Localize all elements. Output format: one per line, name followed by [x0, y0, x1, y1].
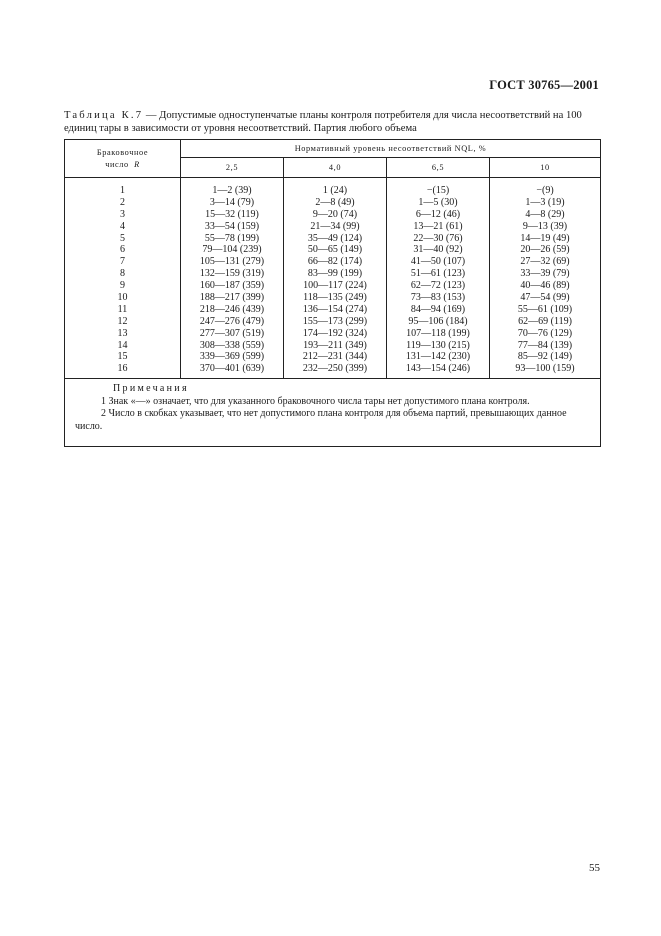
reject-number-value: 16: [117, 363, 128, 375]
plan-value: 70—76 (129): [517, 327, 573, 339]
row-header-line1: Браковочное: [96, 147, 149, 157]
plan-value: 9—20 (74): [312, 208, 358, 220]
plan-value: 4—8 (29): [525, 208, 565, 220]
standard-header: ГОСТ 30765—2001: [489, 78, 599, 92]
note-item: 2 Число в скобках указывает, что нет допустимого плана контроля для объема партий, превышающих данное число.: [75, 408, 567, 433]
plan-value: 35—49 (124): [307, 232, 363, 244]
plan-value: 93—100 (159): [515, 363, 575, 375]
plan-value: 277—307 (519): [199, 327, 265, 339]
plan-value: 143—154 (246): [405, 363, 471, 375]
reject-number-value: 15: [117, 351, 128, 363]
plan-value: 77—84 (139): [517, 339, 573, 351]
reject-number-value: 2: [120, 196, 125, 208]
plan-value: 41—50 (107): [410, 256, 466, 268]
reject-number-value: 14: [117, 339, 128, 351]
plan-value: 1 (24): [322, 185, 348, 196]
plan-value: 62—72 (123): [410, 280, 466, 292]
reject-number-value: 6: [120, 244, 125, 256]
notes-title: Примечания: [113, 383, 189, 395]
plan-value: 55—61 (109): [517, 303, 573, 315]
plan-value: 47—54 (99): [520, 292, 570, 304]
row-header-line2: число: [105, 159, 129, 169]
plan-value: 55—78 (199): [204, 232, 260, 244]
plan-value: 100—117 (224): [303, 280, 367, 292]
plan-value: 232—250 (399): [302, 363, 368, 375]
plan-value: 107—118 (199): [406, 327, 470, 339]
plan-value: 27—32 (69): [520, 256, 570, 268]
plan-value: 14—19 (49): [520, 232, 570, 244]
reject-number-value: 7: [120, 256, 125, 268]
plan-value: 339—369 (599): [199, 351, 265, 363]
plan-value: 85—92 (149): [517, 351, 573, 363]
plan-value: 9—13 (39): [522, 220, 568, 232]
plan-value: 13—21 (61): [413, 220, 463, 232]
level-header: 2,5: [181, 158, 284, 178]
reject-number-column: [65, 178, 181, 379]
reject-number-value: 4: [120, 220, 125, 232]
nql-2-5-column: [181, 178, 284, 379]
plan-value: 15—32 (119): [205, 208, 259, 220]
plan-value: 33—54 (159): [204, 220, 260, 232]
plan-value: 66—82 (174): [307, 256, 363, 268]
nql-4-0-column: [284, 178, 387, 379]
reject-number-value: 10: [117, 292, 128, 304]
plan-value: 193—211 (349): [303, 339, 367, 351]
plan-value: 188—217 (399): [199, 292, 265, 304]
plan-value: 1—5 (30): [418, 196, 458, 208]
plan-value: −(9): [536, 185, 554, 196]
reject-number-value: 13: [117, 327, 128, 339]
reject-number-value: 11: [117, 303, 128, 315]
plan-value: 155—173 (299): [302, 315, 368, 327]
plan-value: 51—61 (123): [410, 268, 466, 280]
table-body-row: [65, 178, 601, 379]
row-header-reject-number: [65, 140, 181, 178]
reject-number-value: 3: [120, 208, 125, 220]
plan-value: 21—34 (99): [310, 220, 360, 232]
plan-value: 40—46 (89): [520, 280, 570, 292]
table-caption-label: Таблица К.7: [64, 110, 144, 121]
plan-value: 1—3 (19): [525, 196, 565, 208]
plan-value: 131—142 (230): [405, 351, 471, 363]
level-header: 4,0: [284, 158, 387, 178]
table-caption-text: — Допустимые одноступенчатые планы контроля потребителя для числа несоответствий на 100 единиц тары в зависимости от уровня несоответствий. Партия любого объема: [64, 110, 582, 134]
note-item: 1 Знак «—» означает, что для указанного браковочного числа тары нет допустимого плана контроля.: [101, 395, 530, 407]
plan-value: 20—26 (59): [520, 244, 570, 256]
plan-value: 6—12 (46): [415, 208, 461, 220]
nql-group-header: Нормативный уровень несоответствий NQL, %: [181, 140, 601, 158]
reject-number-value: 9: [120, 280, 125, 292]
reject-number-value: 12: [117, 315, 128, 327]
level-header: 10: [490, 158, 601, 178]
plan-value: 132—159 (319): [199, 268, 265, 280]
plan-value: 247—276 (479): [199, 315, 265, 327]
nql-10-column: [490, 178, 601, 379]
plan-value: 31—40 (92): [413, 244, 463, 256]
plan-value: −(15): [426, 185, 450, 196]
level-header: 6,5: [387, 158, 490, 178]
plan-value: 119—130 (215): [406, 339, 470, 351]
plan-value: 83—99 (199): [307, 268, 363, 280]
plan-value: 308—338 (559): [199, 339, 265, 351]
plan-value: 118—135 (249): [303, 292, 367, 304]
plan-value: 212—231 (344): [302, 351, 368, 363]
plan-value: 73—83 (153): [410, 292, 466, 304]
page-number: 55: [589, 862, 600, 874]
plan-value: 174—192 (324): [302, 327, 368, 339]
reject-number-value: 5: [120, 232, 125, 244]
plan-value: 33—39 (79): [520, 268, 570, 280]
plan-value: 95—106 (184): [408, 315, 468, 327]
plan-value: 62—69 (119): [518, 315, 572, 327]
plan-value: 3—14 (79): [209, 196, 255, 208]
plan-value: 1—2 (39): [212, 185, 252, 196]
plan-value: 79—104 (239): [202, 244, 262, 256]
plan-value: 218—246 (439): [199, 303, 265, 315]
row-header-symbol: R: [134, 159, 140, 169]
plan-value: 105—131 (279): [199, 256, 265, 268]
plan-value: 370—401 (639): [199, 363, 265, 375]
plan-value: 84—94 (169): [410, 303, 466, 315]
reject-number-value: 8: [120, 268, 125, 280]
table-caption: [64, 109, 604, 135]
acceptance-plans-table: [64, 139, 601, 447]
reject-number-value: 1: [120, 185, 125, 196]
plan-value: 136—154 (274): [302, 303, 368, 315]
nql-6-5-column: [387, 178, 490, 379]
plan-value: 2—8 (49): [315, 196, 355, 208]
plan-value: 160—187 (359): [199, 280, 265, 292]
plan-value: 50—65 (149): [307, 244, 363, 256]
notes-block: [65, 379, 601, 446]
plan-value: 22—30 (76): [413, 232, 463, 244]
